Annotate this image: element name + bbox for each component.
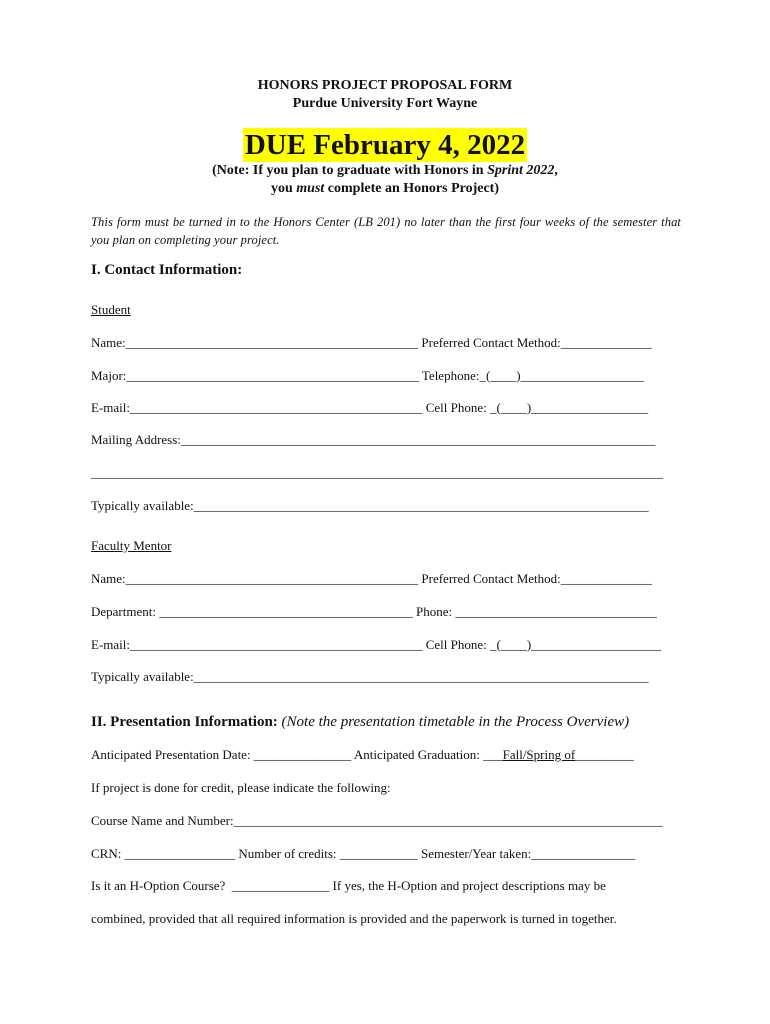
section-presentation-heading	[91, 713, 629, 731]
h-option-field[interactable]: Is it an H-Option Course? _______________ If yes, the H-Option and project descriptions may be	[91, 878, 606, 893]
crn-credits-semester-field[interactable]: CRN: _________________ Number of credits: ____________ Semester/Year taken:________________	[91, 846, 636, 861]
due-date-wrap	[0, 128, 770, 162]
note-you: you	[270, 181, 297, 196]
mentor-subheading: Faculty Mentor	[91, 538, 172, 553]
presentation-heading-note: (Note the presentation timetable in the Process Overview)	[281, 714, 630, 730]
form-title: HONORS PROJECT PROPOSAL FORM	[257, 78, 513, 93]
honors-note-line2	[0, 180, 770, 198]
due-date-banner: DUE February 4, 2022	[244, 129, 526, 161]
anticipated-text: Anticipated Presentation Date: _______________ Anticipated Graduation: ___	[91, 747, 503, 762]
section-contact-heading: I. Contact Information:	[91, 262, 243, 278]
note-must: must	[296, 181, 325, 196]
university-name: Purdue University Fort Wayne	[292, 96, 478, 111]
note-term: Sprint 2022	[487, 163, 555, 178]
credit-intro: If project is done for credit, please indicate the following:	[91, 780, 391, 795]
honors-note-line1	[0, 162, 770, 180]
fall-spring-of: Fall/Spring of	[502, 747, 576, 762]
mentor-email-field[interactable]: E-mail:_____________________________________________ Cell Phone: _(____)____________________	[91, 637, 662, 652]
student-major-field[interactable]: Major:_____________________________________________ Telephone:_(____)___________________	[91, 368, 645, 383]
intro-instructions: This form must be turned in to the Honors Center (LB 201) no later than the first four weeks of the semester that you plan on completing your project.	[91, 215, 681, 247]
student-address-line2[interactable]: ________________________________________________________________________________________	[91, 465, 663, 480]
presentation-heading-text: II. Presentation Information:	[91, 714, 278, 730]
mentor-name-field[interactable]: Name:_____________________________________________ Preferred Contact Method:______________	[91, 571, 652, 586]
student-email-field[interactable]: E-mail:_____________________________________________ Cell Phone: _(____)__________________	[91, 400, 649, 415]
student-availability-field[interactable]: Typically available:______________________________________________________________________	[91, 498, 649, 513]
note-text: (Note: If you plan to graduate with Honors in	[212, 163, 488, 178]
combined-note: combined, provided that all required information is provided and the paperwork is turned in together.	[91, 911, 617, 926]
anticipated-blank: _________	[575, 747, 634, 762]
anticipated-dates-field[interactable]	[91, 747, 681, 763]
mentor-department-field[interactable]: Department: _______________________________________ Phone: _______________________________	[91, 604, 657, 619]
mentor-availability-field[interactable]: Typically available:______________________________________________________________________	[91, 669, 649, 684]
student-name-field[interactable]: Name:_____________________________________________ Preferred Contact Method:______________	[91, 335, 652, 350]
student-address-field[interactable]: Mailing Address:_________________________________________________________________________	[91, 432, 656, 447]
course-name-field[interactable]: Course Name and Number:__________________________________________________________________	[91, 813, 663, 828]
note-rest: complete an Honors Project)	[324, 181, 499, 196]
note-comma: ,	[554, 163, 558, 178]
student-subheading: Student	[91, 302, 131, 317]
